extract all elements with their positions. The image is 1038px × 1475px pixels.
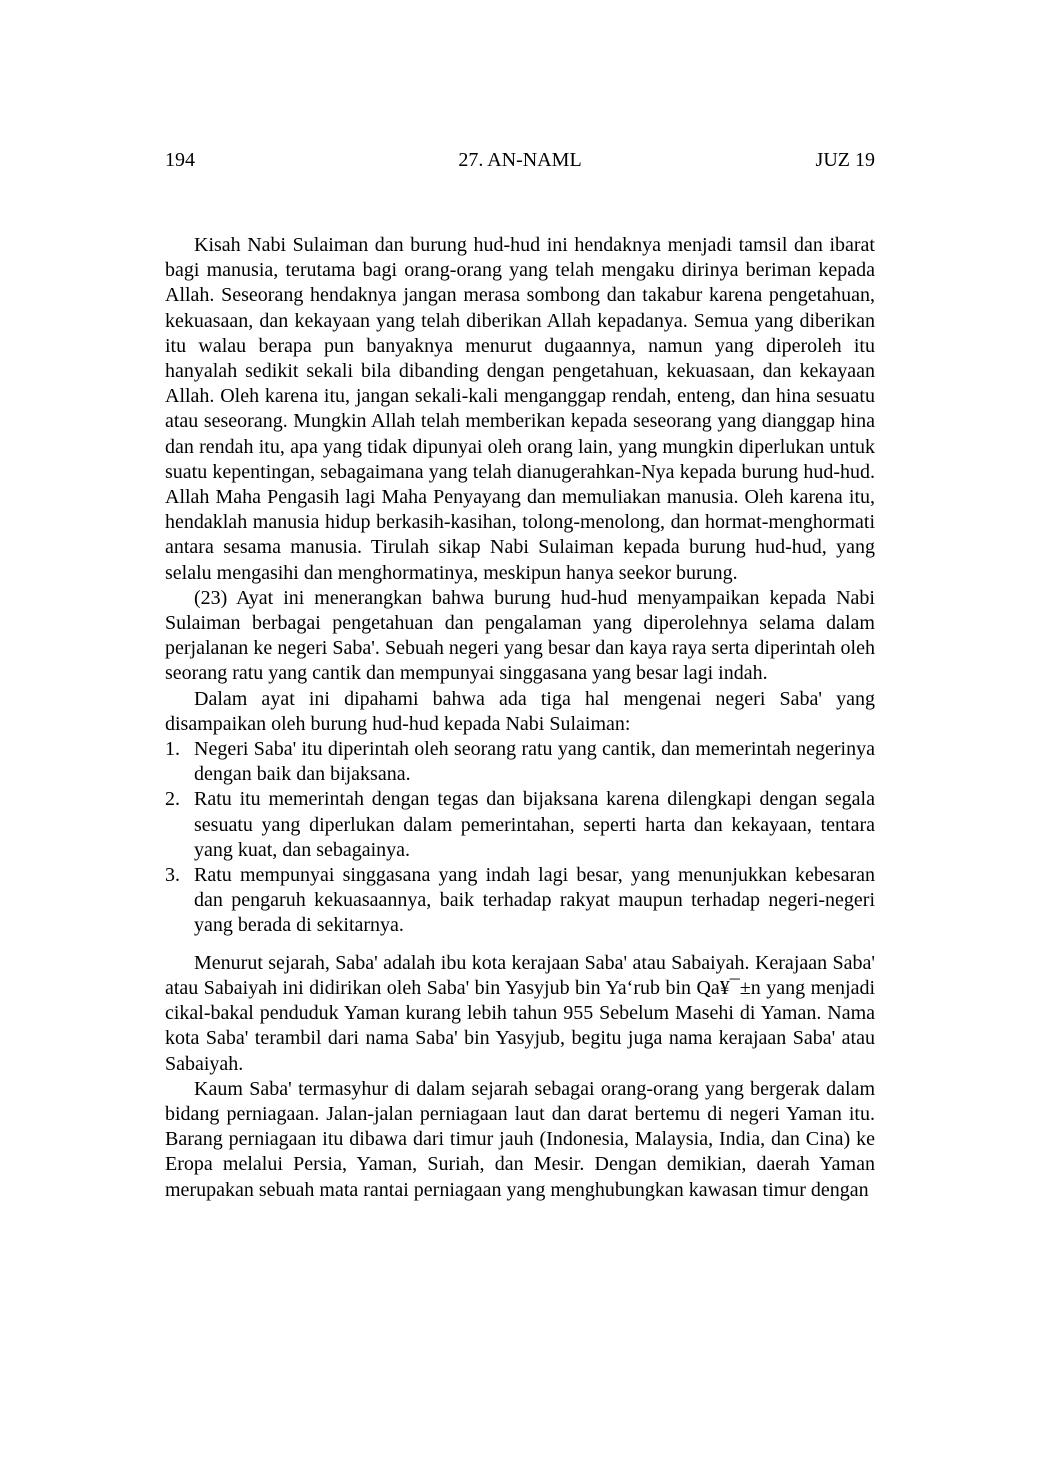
paragraph: Dalam ayat ini dipahami bahwa ada tiga hal mengenai negeri Saba' yang disampaikan oleh burung hud-hud kepada Nabi Sulaiman: bbox=[165, 687, 875, 735]
list-item-text: Negeri Saba' itu diperintah oleh seorang ratu yang cantik, dan memerintah negerinya dengan baik dan bijaksana. bbox=[194, 738, 875, 786]
paragraph: Menurut sejarah, Saba' adalah ibu kota kerajaan Saba' atau Sabaiyah. Kerajaan Saba' atau Sabaiyah ini didirikan oleh Saba' bin Yasyjub bin Ya‘rub bin Qa¥¯±n yang menjadi cikal-bakal penduduk Yaman kurang lebih tahun 955 Sebelum Masehi di Yaman. Nama kota Saba' terambil dari nama Saba' bin Yasyjub, begitu juga nama kerajaan Saba' atau Sabaiyah. bbox=[165, 951, 875, 1075]
list-item bbox=[165, 787, 875, 863]
paragraph: Kisah Nabi Sulaiman dan burung hud-hud ini hendaknya menjadi tamsil dan ibarat bagi manusia, terutama bagi orang-orang yang telah mengaku dirinya beriman kepada Allah. Seseorang hendaknya jangan merasa sombong dan takabur karena pengetahuan, kekuasaan, dan kekayaan yang telah diberikan Allah kepadanya. Semua yang diberikan itu walau berapa pun banyaknya menurut dugaannya, namun yang diperoleh itu hanyalah sedikit sekali bila dibanding dengan pengetahuan, kekuasaan, dan kekayaan Allah. Oleh karena itu, jangan sekali-kali menganggap rendah, enteng, dan hina sesuatu atau seseorang. Mungkin Allah telah memberikan kepada seseorang yang dianggap hina dan rendah itu, apa yang tidak dipunyai oleh orang lain, yang mungkin diperlukan untuk suatu kepentingan, sebagaimana yang telah dianugerahkan-Nya kepada burung hud-hud. Allah Maha Pengasih lagi Maha Penyayang dan memuliakan manusia. Oleh karena itu, hendaklah manusia hidup berkasih-kasihan, tolong-menolong, dan hormat-menghormati antara sesama manusia. Tirulah sikap Nabi Sulaiman kepada burung hud-hud, yang selalu mengasihi dan menghormatinya, meskipun hanya seekor burung. bbox=[165, 234, 875, 584]
list-item bbox=[165, 737, 875, 787]
numbered-list bbox=[165, 737, 875, 939]
list-number: 2. bbox=[165, 788, 180, 811]
paragraph: Kaum Saba' termasyhur di dalam sejarah sebagai orang-orang yang bergerak dalam bidang perniagaan. Jalan-jalan perniagaan laut dan darat bertemu di negeri Yaman itu. Barang perniagaan itu dibawa dari timur jauh (Indonesia, Malaysia, India, dan Cina) ke Eropa melalui Persia, Yaman, Suriah, dan Mesir. Dengan demikian, daerah Yaman merupakan sebuah mata rantai perniagaan yang menghubungkan kawasan timur dengan bbox=[165, 1077, 875, 1201]
body-text bbox=[165, 233, 875, 1203]
chapter-title: 27. AN-NAML bbox=[458, 149, 582, 171]
list-item-text: Ratu mempunyai singgasana yang indah lagi besar, yang menunjukkan kebesaran dan pengaruh kekuasaannya, baik terhadap rakyat maupun terhadap negeri-negeri yang berada di sekitarnya. bbox=[194, 864, 875, 937]
juz-label: JUZ 19 bbox=[815, 149, 875, 171]
list-item-text: Ratu itu memerintah dengan tegas dan bijaksana karena dilengkapi dengan segala sesuatu yang diperlukan dalam pemerintahan, seperti harta dan kekayaan, tentara yang kuat, dan sebagainya. bbox=[194, 788, 875, 861]
paragraph: (23) Ayat ini menerangkan bahwa burung hud-hud menyampaikan kepada Nabi Sulaiman berbagai pengetahuan dan pengalaman yang diperolehnya selama dalam perjalanan ke negeri Saba'. Sebuah negeri yang besar dan kaya raya serta diperintah oleh seorang ratu yang cantik dan mempunyai singgasana yang besar lagi indah. bbox=[165, 586, 875, 685]
list-number: 1. bbox=[165, 738, 180, 761]
list-number: 3. bbox=[165, 864, 180, 887]
section-spacer bbox=[165, 939, 875, 951]
list-item bbox=[165, 863, 875, 939]
page-number: 194 bbox=[165, 149, 195, 171]
running-header bbox=[165, 146, 875, 174]
